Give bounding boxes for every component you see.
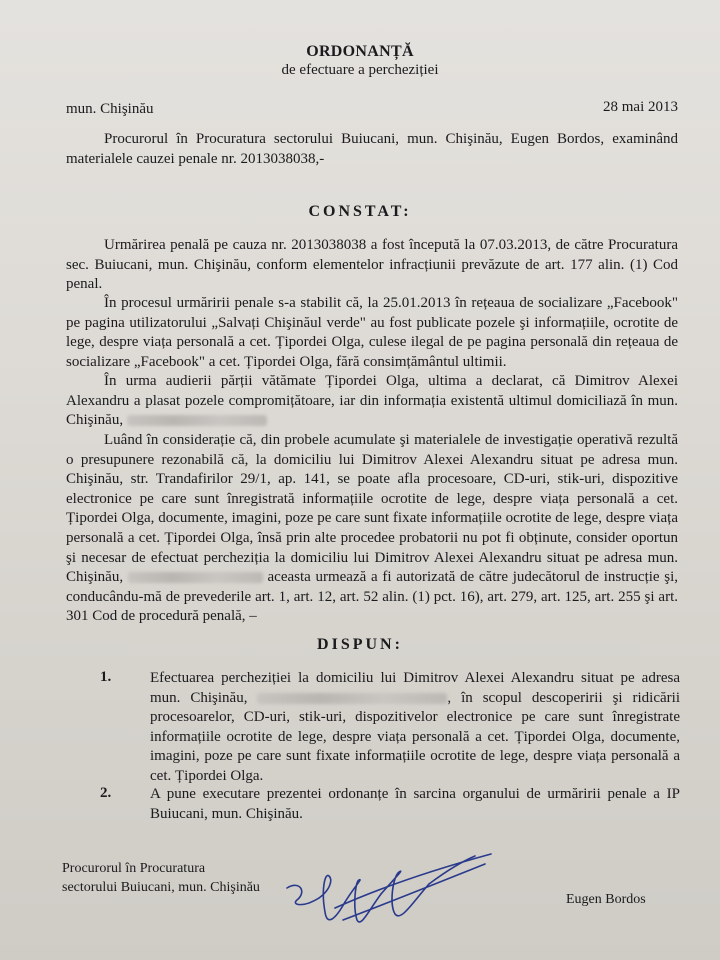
constat-paragraph-4-text-1: Luând în considerație că, din probele acumulate şi materialele de investigație operativă rezultă o presupunere rezonabilă că, la domiciliu lui Dimitrov Alexei Alexandru situat pe adresa mun. Chişinău, str. Trandafirilor 29/1, ap. 141, se poate afla procesoare, CD-uri, stik-uri, dispozitive electronice pe care sunt înregistrată informațiile ocrotite de lege, despre viața personală a cet. Țipordei Olga, documente, imagini, poze pe care sunt fixate informațiile ocrotite de lege, despre viața personală a cet. Țipordei Olga, însă prin alte procedee probatorii nu pot fi obținute, consider oportun şi necesar de efectuat percheziția la domiciliu lui Dimitrov Alexei Alexandru situat pe adresa mun. Chişinău, [66,432,678,586]
constat-paragraph-1: Urmărirea penală pe cauza nr. 2013038038 a fost începută la 07.03.2013, de către Procuratura sec. Buiucani, mun. Chişinău, conform elementelor infracțiunii prevăzute de art. 177 alin. (1) Cod penal. [66,237,678,293]
dispun-heading: DISPUN: [317,636,403,653]
document-subtitle: de efectuare a percheziției [281,62,439,78]
dispun-item-1-text-1: Efectuarea percheziției la domiciliu lui Dimitrov Alexei Alexandru situat pe adresa mun. Chişinău, [150,670,680,706]
dispun-item-1 [150,669,680,787]
dispun-item-2: A pune executare prezentei ordonanțe în sarcina organului de urmăririi penale a IP Buiucani, mun. Chişinău. [150,786,680,822]
constat-paragraph-3 [66,372,678,431]
issue-city: mun. Chişinău [66,101,154,117]
signatory-name: Eugen Bordos [566,892,646,907]
issue-date: 28 mai 2013 [603,99,678,115]
constat-paragraph-4 [66,431,678,627]
dispun-item-1-text-2: , în scopul descoperirii şi ridicării procesoarelor, CD-uri, stik-uri, dispozitivelor electronice pe care sunt înregistrate informațiile ocrotite de lege, despre viața personală a cet. Țipordei Olga, documente, imagini, poze pe care sunt fixate informațiile ocrotite de lege, despre viața personală a cet. Țipordei Olga. [150,689,680,784]
document-title: ORDONANȚĂ [306,43,414,60]
signatory-title-line-2: sectorului Buiucani, mun. Chişinău [62,880,260,895]
constat-heading: CONSTAT: [308,203,412,220]
constat-paragraph-4-text-2: aceasta urmează a fi autorizată de către judecătorul de instrucție şi, conducându-mă de prevederile art. 1, art. 12, art. 52 alin. (1) pct. 16), art. 279, art. 125, art. 255 şi art. 301 Cod de procedură penală, – [66,569,679,625]
redacted-address [257,693,447,704]
constat-paragraph-3-text: În urma audierii părții vătămate Țipordei Olga, ultima a declarat, că Dimitrov Alexei Alexandru a plasat pozele compromițătoare, iar din informația existentă ultimul domiciliază în mun. Chişinău, [66,373,678,429]
signatory-title-line-1: Procurorul în Procuratura [62,861,206,876]
signature-strokes [287,854,491,922]
redacted-address [127,415,267,426]
signatory-title [62,859,260,897]
constat-paragraph-2: În procesul urmăririi penale s-a stabilit că, la 25.01.2013 în rețeaua de socializare „Facebook" pe pagina utilizatorului „Salvați Chişinăul verde" au fost publicate pozele şi informațiile, ocrotite de lege, despre viața personală a cet. Țipordei Olga, culese ilegal de pe pagina personală din rețeaua de socializare „Facebook" a cet. Țipordei Olga, fără consimțământul ultimii. [66,295,678,370]
dispun-item-number: 1. [100,669,112,685]
handwritten-signature [285,850,515,940]
redacted-address [128,572,263,583]
intro-paragraph: Procurorul în Procuratura sectorului Buiucani, mun. Chişinău, Eugen Bordos, examinând materialele cauzei penale nr. 2013038038,- [66,131,678,167]
dispun-item-number: 2. [100,785,112,801]
